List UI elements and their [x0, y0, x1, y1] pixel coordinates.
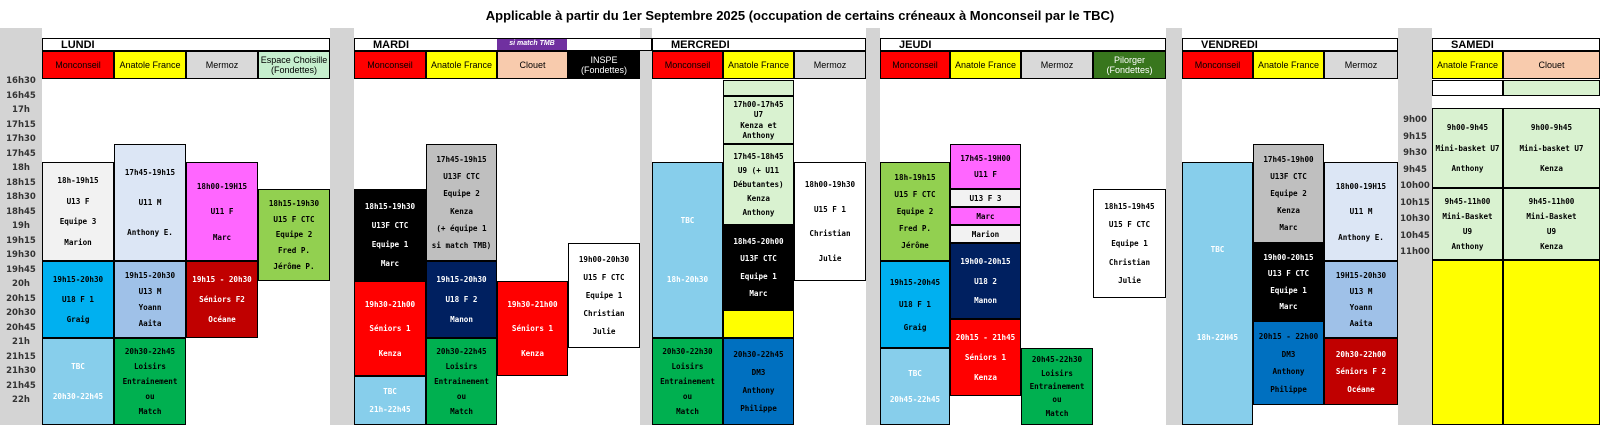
session-line: 9h45-11h00	[1528, 197, 1575, 206]
session-line: 19h15-20h30	[436, 275, 487, 284]
session-line: 19h00-20h15	[1263, 253, 1314, 263]
session-line: 18h15-19h45	[1104, 201, 1155, 211]
location-jeudi-1: Anatole France	[950, 51, 1021, 79]
session-line: 18h-19h15	[57, 176, 99, 186]
session-line: Anthony	[1451, 242, 1484, 251]
session-line: Océane	[1347, 384, 1375, 394]
time-label: 21h45	[6, 380, 36, 391]
session-line: Anthony	[742, 130, 775, 140]
session-line: Kenza et	[740, 120, 777, 130]
session-line: si match TMB)	[431, 240, 492, 250]
session-line: U13 M	[1349, 287, 1373, 296]
location-vendredi-2: Mermoz	[1324, 51, 1398, 79]
session-line: Marc	[749, 289, 768, 299]
location-mardi-3: INSPE (Fondettes)	[568, 51, 640, 79]
time-label: 19h15	[6, 235, 36, 246]
time-label: 17h15	[6, 119, 36, 130]
session-line: 20h30-22h30	[662, 347, 713, 356]
session-block[interactable]	[652, 162, 723, 338]
session-line: 18h00-19h30	[804, 180, 856, 190]
session-line: U15 F CTC	[894, 190, 936, 199]
session-line: U18 F 2	[445, 295, 478, 304]
session-line: Marc	[1279, 223, 1298, 232]
fill-samedi-strip	[1503, 80, 1600, 96]
session-line: 17h45-19h15	[436, 155, 487, 165]
session-line: 17h00-17h45	[733, 100, 784, 110]
session-line: Kenza	[1540, 242, 1563, 251]
session-line: U18 2	[974, 276, 997, 286]
column-separator	[1166, 28, 1182, 425]
day-header-mercredi: MERCREDI	[652, 38, 866, 51]
session-line: Entrainement	[1029, 381, 1085, 391]
session-line: Mini-Basket	[1442, 212, 1493, 221]
session-line: Kenza	[974, 373, 997, 382]
session-block[interactable]	[426, 338, 497, 425]
session-block[interactable]	[950, 225, 1021, 243]
session-line: U9	[1546, 227, 1557, 236]
session-line: Marion	[971, 229, 1000, 239]
session-line: 20h30-22h45	[436, 347, 487, 356]
session-line: Anthony	[1451, 164, 1484, 174]
session-line: Kenza	[521, 348, 544, 358]
session-line: U13 F CTC	[1267, 269, 1310, 279]
session-block[interactable]	[723, 144, 794, 225]
session-line: Equipe 1	[1111, 238, 1148, 248]
session-block[interactable]	[1253, 321, 1324, 405]
session-line: Fred P.	[277, 246, 310, 256]
session-block[interactable]	[114, 261, 186, 338]
session-block[interactable]	[1503, 188, 1600, 260]
session-line: Yoann	[1349, 303, 1373, 312]
session-block[interactable]	[950, 319, 1021, 396]
session-line: Anthony E.	[1338, 232, 1384, 242]
column-separator	[1398, 28, 1432, 425]
session-block[interactable]	[1503, 108, 1600, 188]
location-vendredi-1: Anatole France	[1253, 51, 1324, 79]
location-lundi-0: Monconseil	[42, 51, 114, 79]
day-header-jeudi: JEUDI	[880, 38, 1166, 51]
session-line: Séniors F2	[199, 295, 245, 304]
time-label-saturday: 9h45	[1403, 164, 1427, 175]
session-line: Julie	[592, 327, 616, 336]
time-label: 19h45	[6, 264, 36, 275]
session-line: Entrainement	[660, 377, 715, 386]
time-label-saturday: 9h15	[1403, 131, 1427, 142]
session-line: Anthony	[742, 208, 775, 217]
session-block[interactable]	[1253, 144, 1324, 243]
time-label: 21h	[12, 337, 30, 347]
session-line: DM3	[751, 368, 766, 377]
time-label: 20h	[12, 279, 30, 289]
session-line: U7	[753, 110, 764, 120]
time-label: 18h45	[6, 206, 36, 217]
time-label: 17h	[12, 105, 30, 115]
session-line: 19h30-21h00	[364, 299, 416, 309]
session-line: 20h30-22h45	[52, 392, 104, 401]
session-line: 20h45-22h45	[889, 395, 941, 405]
session-line: Aaita	[1349, 319, 1373, 328]
session-line: 20h15 - 22h00	[1258, 332, 1319, 342]
session-line: 19h00-20h30	[578, 255, 630, 264]
session-line: Loisirs	[671, 362, 704, 371]
session-line: TBC	[71, 362, 85, 371]
session-block[interactable]	[114, 144, 186, 261]
session-line: Match	[676, 407, 699, 416]
session-line: U15 F CTC	[583, 273, 625, 282]
day-header-samedi: SAMEDI	[1432, 38, 1600, 51]
location-lundi-3: Espace Choisille (Fondettes)	[258, 51, 330, 79]
session-line: TBC	[383, 387, 397, 397]
session-line: 18h-22H45	[1196, 333, 1239, 343]
session-line: 20h30-22h00	[1335, 349, 1387, 359]
session-line: U13F CTC	[740, 254, 777, 264]
time-label: 16h30	[6, 76, 36, 86]
session-block[interactable]	[497, 281, 568, 376]
session-line: Séniors 1	[964, 353, 1007, 362]
location-mardi-2: Clouet	[497, 51, 568, 79]
session-line: 18h-19h15	[894, 173, 936, 182]
session-line: Equipe 3	[59, 217, 97, 227]
location-samedi-0: Anatole France	[1432, 51, 1503, 79]
fill-u7-strip	[723, 80, 794, 96]
fill-yellow-samedi-2	[1503, 260, 1600, 425]
session-line: U18 F 1	[898, 300, 931, 309]
time-label: 20h30	[6, 308, 36, 318]
session-line: Aaita	[138, 319, 162, 328]
session-line: 9h00-9h45	[1446, 122, 1489, 132]
session-line: Yoann	[138, 303, 162, 312]
session-block[interactable]	[42, 338, 114, 425]
session-line: Loisirs	[445, 362, 478, 371]
session-line: 18h00-19H15	[196, 181, 248, 191]
session-line: 18h15-19h30	[268, 198, 320, 208]
session-line: 19h15 - 20h30	[192, 275, 252, 284]
time-label: 20h45	[6, 322, 36, 333]
session-block[interactable]	[652, 338, 723, 425]
session-block[interactable]	[880, 348, 950, 425]
session-line: Jérôme P.	[273, 262, 315, 272]
session-line: Entrainement	[434, 377, 489, 386]
session-line: 18h45-20h00	[733, 236, 784, 246]
time-label-saturday: 11h00	[1400, 247, 1430, 257]
session-line: Kenza	[1277, 206, 1300, 215]
session-line: Equipe 2	[1270, 189, 1307, 198]
time-label: 17h30	[6, 134, 36, 144]
location-mercredi-1: Anatole France	[723, 51, 794, 79]
fill-yellow-mercredi	[723, 310, 794, 338]
location-lundi-1: Anatole France	[114, 51, 186, 79]
session-line: Match	[450, 407, 473, 416]
session-block[interactable]	[1324, 162, 1398, 261]
session-line: U15 F CTC	[273, 214, 315, 224]
session-block[interactable]	[723, 96, 794, 144]
session-line: Entrainement	[122, 377, 178, 386]
day-header-vendredi: VENDREDI	[1182, 38, 1398, 51]
time-label-saturday: 9h30	[1403, 148, 1427, 158]
session-line: ou	[1052, 395, 1062, 405]
session-line: U13 F	[66, 196, 90, 206]
session-line: 17h45-19h00	[1263, 155, 1314, 164]
session-line: Kenza	[1540, 164, 1563, 174]
session-line: 17h45-19H00	[960, 154, 1011, 163]
session-block[interactable]	[354, 376, 426, 425]
session-line: Equipe 2	[443, 189, 480, 199]
location-jeudi-2: Mermoz	[1021, 51, 1093, 79]
session-line: U11 F	[210, 207, 234, 216]
session-block[interactable]	[950, 144, 1021, 189]
session-line: Séniors 1	[369, 324, 411, 333]
session-line: ou	[682, 392, 693, 401]
session-line: Equipe 1	[371, 240, 409, 249]
time-label: 19h30	[6, 250, 36, 260]
time-label-saturday: 10h30	[1400, 214, 1430, 224]
session-line: Océane	[208, 315, 236, 324]
session-line: 19H15-20h30	[1335, 271, 1387, 280]
session-line: 9h00-9h45	[1530, 122, 1573, 132]
column-separator	[866, 28, 880, 425]
location-mercredi-0: Monconseil	[652, 51, 723, 79]
session-line: Marion	[64, 237, 92, 247]
time-label: 22h	[12, 395, 30, 405]
time-label: 19h	[12, 221, 30, 231]
session-block[interactable]	[1432, 108, 1503, 188]
session-block[interactable]	[1324, 261, 1398, 338]
session-block[interactable]	[794, 162, 866, 281]
session-line: U13F CTC	[443, 172, 480, 182]
session-line: Loisirs	[1040, 368, 1073, 378]
session-line: Jérôme	[901, 241, 929, 250]
session-block[interactable]	[426, 261, 497, 338]
session-block[interactable]	[1432, 188, 1503, 260]
time-label: 16h45	[6, 90, 36, 101]
location-samedi-1: Clouet	[1503, 51, 1600, 79]
location-mardi-1: Anatole France	[426, 51, 497, 79]
session-line: Equipe 1	[740, 271, 777, 281]
location-jeudi-3: Pilorger (Fondettes)	[1093, 51, 1166, 79]
session-block[interactable]	[880, 261, 950, 348]
session-line: 17h45-18h45	[733, 152, 784, 161]
session-line: Séniors F 2	[1335, 367, 1387, 376]
session-line: Anthony	[742, 386, 775, 395]
session-line: 19h15-20h30	[52, 275, 104, 284]
session-block[interactable]	[186, 261, 258, 338]
session-block[interactable]	[880, 162, 950, 261]
session-block[interactable]	[1182, 162, 1253, 425]
session-line: U13F CTC	[1270, 172, 1307, 181]
session-line: Kenza	[747, 194, 770, 203]
session-line: TBC	[1210, 244, 1225, 254]
session-line: Marc	[976, 211, 995, 221]
session-line: 20h30-22h45	[124, 347, 176, 356]
session-line: U9 (+ U11	[737, 166, 780, 175]
session-line: Kenza	[378, 348, 402, 358]
session-block[interactable]	[1093, 189, 1166, 298]
session-line: Marc	[380, 259, 400, 268]
session-line: U13F CTC	[371, 221, 409, 230]
session-block[interactable]	[1324, 338, 1398, 405]
session-block[interactable]	[426, 144, 497, 261]
session-line: TBC	[680, 215, 695, 225]
session-line: TBC	[908, 368, 922, 378]
session-block[interactable]	[354, 189, 426, 281]
session-line: 17h45-19h15	[124, 168, 176, 177]
session-line: Match	[1045, 408, 1069, 418]
session-line: 18h-20h30	[666, 275, 709, 285]
session-line: Christian	[1108, 257, 1151, 267]
session-line: 18h15-19h30	[364, 202, 416, 211]
time-label: 21h15	[6, 351, 36, 362]
session-line: Manon	[974, 296, 997, 306]
session-line: Equipe 1	[585, 291, 623, 300]
session-block[interactable]	[950, 243, 1021, 319]
time-label-saturday: 10h15	[1400, 197, 1430, 208]
session-line: Graig	[903, 322, 927, 332]
time-label: 17h45	[6, 148, 36, 159]
day-header-lundi: LUNDI	[42, 38, 330, 51]
column-separator	[640, 28, 652, 425]
session-line: U13 F 3	[969, 193, 1002, 203]
session-block[interactable]	[354, 281, 426, 376]
session-line: U15 F CTC	[1108, 220, 1151, 230]
session-line: 20h15 - 21h45	[955, 333, 1016, 342]
session-line: U13 M	[138, 287, 162, 296]
session-line: 19h15-20h45	[889, 277, 941, 287]
session-block[interactable]	[723, 338, 794, 425]
session-line: 20h45-22h30	[1031, 355, 1083, 365]
location-vendredi-0: Monconseil	[1182, 51, 1253, 79]
session-line: 19h00-20h15	[960, 256, 1011, 266]
time-label-saturday: 10h00	[1400, 181, 1430, 191]
session-line: Marc	[1279, 301, 1298, 311]
session-line: Philippe	[740, 404, 777, 413]
session-line: U18 F 1	[61, 295, 94, 304]
session-line: U11 F	[974, 170, 997, 179]
session-line: Mini-basket U7	[1435, 143, 1500, 153]
session-line: Philippe	[1270, 384, 1307, 394]
session-line: Kenza	[450, 206, 473, 216]
session-line: 20h30-22h45	[733, 350, 784, 359]
fill-yellow-samedi-1	[1432, 260, 1503, 425]
session-line: Christian	[809, 229, 851, 239]
session-block[interactable]	[258, 189, 330, 281]
column-separator	[330, 28, 354, 425]
location-lundi-2: Mermoz	[186, 51, 258, 79]
session-line: ou	[456, 392, 467, 401]
session-line: 21h-22h45	[369, 404, 411, 414]
session-block[interactable]	[1253, 243, 1324, 321]
si-match-note: si match TMB	[497, 39, 567, 50]
time-label: 20h15	[6, 293, 36, 304]
session-line: Mini-basket U7	[1519, 143, 1584, 153]
session-block[interactable]	[42, 261, 114, 338]
page-title: Applicable à partir du 1er Septembre 2025 (occupation de certains créneaux à Monconseil par le TBC)	[485, 8, 1115, 23]
time-label: 21h30	[6, 366, 36, 376]
session-block[interactable]	[568, 243, 640, 348]
session-line: U15 F 1	[813, 204, 846, 214]
location-jeudi-0: Monconseil	[880, 51, 950, 79]
session-line: 19h30-21h00	[507, 299, 558, 309]
session-line: Manon	[450, 315, 473, 324]
location-mardi-0: Monconseil	[354, 51, 426, 79]
time-label-saturday: 10h45	[1400, 230, 1430, 241]
time-label-saturday: 9h00	[1403, 115, 1427, 125]
session-line: 19h15-20h30	[124, 271, 176, 280]
session-line: Mini-Basket	[1526, 212, 1577, 221]
time-label: 18h15	[6, 177, 36, 188]
session-line: U9	[1462, 227, 1473, 236]
session-line: U11 M	[1349, 207, 1373, 216]
session-line: Match	[138, 407, 162, 416]
session-line: Julie	[1118, 276, 1141, 286]
fill-samedi-blank	[1432, 80, 1503, 96]
session-line: Anthony	[1272, 367, 1305, 377]
day-header-mardi: MARDI	[354, 38, 652, 51]
session-line: ou	[145, 392, 155, 401]
session-line: Equipe 2	[896, 207, 934, 216]
session-block[interactable]	[42, 162, 114, 261]
time-label: 18h	[12, 163, 30, 173]
session-line: (+ équipe 1	[436, 223, 487, 233]
session-block[interactable]	[114, 338, 186, 425]
session-line: Séniors 1	[511, 324, 554, 333]
session-line: Graig	[66, 315, 90, 324]
session-line: U11 M	[138, 198, 162, 207]
time-label: 18h30	[6, 192, 36, 202]
session-line: DM3	[1281, 349, 1296, 359]
session-block[interactable]	[1021, 348, 1093, 425]
session-line: 18h00-19H15	[1335, 181, 1387, 191]
session-line: Equipe 2	[275, 230, 313, 240]
session-line: 9h45-11h00	[1444, 197, 1491, 206]
session-line: Anthony E.	[127, 228, 173, 237]
session-block[interactable]	[723, 225, 794, 310]
session-line: Equipe 1	[1270, 285, 1307, 295]
session-block[interactable]	[950, 189, 1021, 207]
session-line: Fred P.	[898, 224, 931, 233]
session-line: Marc	[212, 232, 232, 242]
session-line: Loisirs	[133, 362, 166, 371]
session-line: Julie	[818, 253, 842, 263]
session-line: Débutantes)	[733, 180, 784, 189]
session-block[interactable]	[186, 162, 258, 261]
session-block[interactable]	[950, 207, 1021, 225]
session-line: Christian	[583, 309, 625, 318]
location-mercredi-2: Mermoz	[794, 51, 866, 79]
